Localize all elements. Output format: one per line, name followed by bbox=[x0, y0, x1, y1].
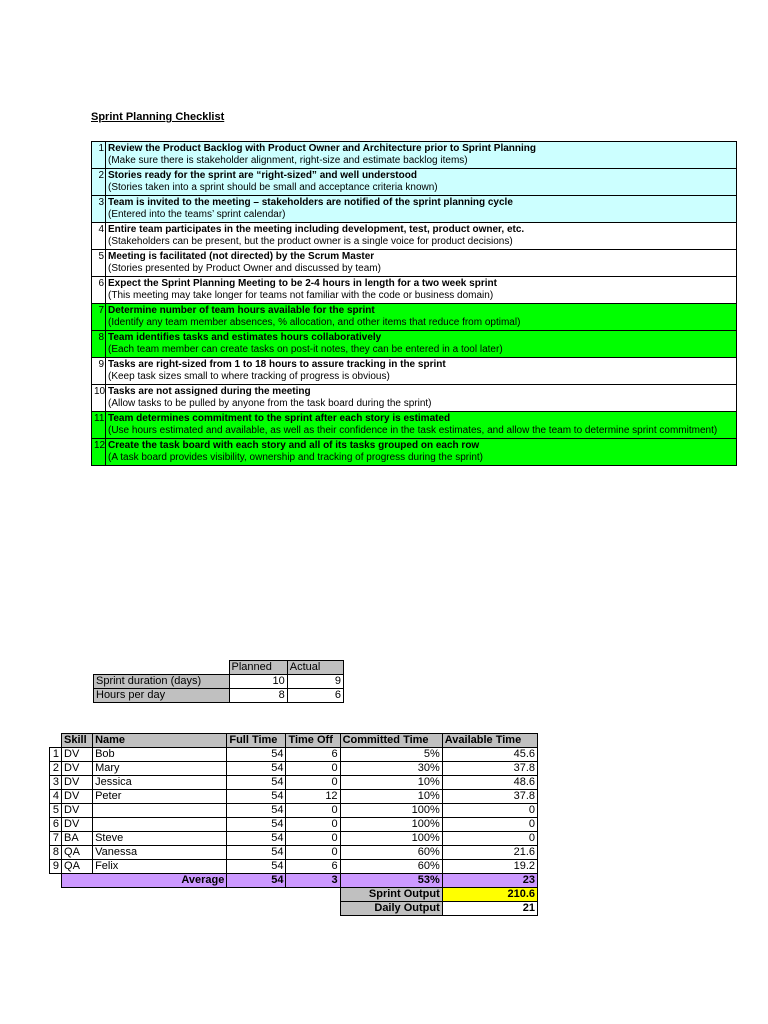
checklist-sub-text: (Stories taken into a sprint should be small and acceptance criteria known) bbox=[108, 182, 438, 193]
team-row bbox=[50, 804, 538, 818]
full-time-header: Full Time bbox=[227, 734, 286, 748]
skill-cell: QA bbox=[62, 846, 93, 860]
checklist-number: 1 bbox=[92, 142, 106, 169]
checklist-sub-text: (Stakeholders can be present, but the product owner is a single voice for product decisions) bbox=[108, 236, 513, 247]
sprint-duration-row bbox=[94, 675, 344, 689]
checklist-main-text: Review the Product Backlog with Product Owner and Architecture prior to Sprint Planning bbox=[108, 143, 537, 154]
time-off-header: Time Off bbox=[286, 734, 340, 748]
available-time-cell: 45.6 bbox=[442, 748, 537, 762]
checklist-main-text: Meeting is facilitated (not directed) by the Scrum Master bbox=[108, 251, 375, 262]
planned-header: Planned bbox=[229, 661, 287, 675]
checklist-text bbox=[106, 277, 737, 304]
checklist-main-text: Team determines commitment to the sprint after each story is estimated bbox=[108, 413, 451, 424]
checklist-main-text: Expect the Sprint Planning Meeting to be 2-4 hours in length for a two week sprint bbox=[108, 278, 497, 289]
available-time-cell: 0 bbox=[442, 818, 537, 832]
checklist-text bbox=[106, 385, 737, 412]
committed-time-header: Committed Time bbox=[340, 734, 442, 748]
daily-output-label: Daily Output bbox=[340, 902, 442, 916]
checklist-item bbox=[92, 439, 737, 466]
committed-time-cell: 60% bbox=[340, 846, 442, 860]
committed-time-cell: 30% bbox=[340, 762, 442, 776]
checklist-sub-text: (Entered into the teams’ sprint calendar) bbox=[108, 209, 286, 220]
actual-header: Actual bbox=[287, 661, 343, 675]
planned-value: 10 bbox=[229, 675, 287, 689]
average-available: 23 bbox=[442, 874, 537, 888]
checklist-item bbox=[92, 142, 737, 169]
skill-header: Skill bbox=[62, 734, 93, 748]
available-time-cell: 37.8 bbox=[442, 790, 537, 804]
sprint-output-label: Sprint Output bbox=[340, 888, 442, 902]
average-time-off: 3 bbox=[286, 874, 340, 888]
row-number: 1 bbox=[50, 748, 62, 762]
checklist-number: 6 bbox=[92, 277, 106, 304]
available-time-cell: 0 bbox=[442, 804, 537, 818]
team-row bbox=[50, 832, 538, 846]
skill-cell: DV bbox=[62, 748, 93, 762]
full-time-cell: 54 bbox=[227, 860, 286, 874]
checklist-text bbox=[106, 412, 737, 439]
checklist-number: 10 bbox=[92, 385, 106, 412]
skill-cell: BA bbox=[62, 832, 93, 846]
checklist-sub-text: (Allow tasks to be pulled by anyone from the task board during the sprint) bbox=[108, 398, 432, 409]
checklist-sub-text: (Stories presented by Product Owner and discussed by team) bbox=[108, 263, 381, 274]
checklist-text bbox=[106, 358, 737, 385]
checklist-main-text: Team identifies tasks and estimates hours collaboratively bbox=[108, 332, 382, 343]
committed-time-cell: 10% bbox=[340, 790, 442, 804]
average-committed: 53% bbox=[340, 874, 442, 888]
blank-cell bbox=[50, 874, 62, 888]
available-time-cell: 19.2 bbox=[442, 860, 537, 874]
checklist-number: 3 bbox=[92, 196, 106, 223]
full-time-cell: 54 bbox=[227, 804, 286, 818]
name-cell bbox=[93, 804, 227, 818]
checklist-number: 12 bbox=[92, 439, 106, 466]
planned-actual-header-row bbox=[94, 661, 344, 675]
checklist-main-text: Determine number of team hours available for the sprint bbox=[108, 305, 375, 316]
time-off-cell: 0 bbox=[286, 832, 340, 846]
row-number: 9 bbox=[50, 860, 62, 874]
available-time-cell: 48.6 bbox=[442, 776, 537, 790]
checklist-main-text: Tasks are not assigned during the meeting bbox=[108, 386, 311, 397]
team-row bbox=[50, 790, 538, 804]
skill-cell: QA bbox=[62, 860, 93, 874]
checklist-number: 11 bbox=[92, 412, 106, 439]
checklist-item bbox=[92, 250, 737, 277]
checklist-text bbox=[106, 223, 737, 250]
checklist-sub-text: (Each team member can create tasks on post-it notes, they can be entered in a tool later) bbox=[108, 344, 503, 355]
checklist-text bbox=[106, 142, 737, 169]
time-off-cell: 0 bbox=[286, 776, 340, 790]
time-off-cell: 0 bbox=[286, 804, 340, 818]
checklist-sub-text: (Make sure there is stakeholder alignment, right-size and estimate backlog items) bbox=[108, 155, 468, 166]
team-row bbox=[50, 776, 538, 790]
full-time-cell: 54 bbox=[227, 790, 286, 804]
full-time-cell: 54 bbox=[227, 762, 286, 776]
skill-cell: DV bbox=[62, 776, 93, 790]
name-cell: Jessica bbox=[93, 776, 227, 790]
team-row bbox=[50, 846, 538, 860]
time-off-cell: 6 bbox=[286, 860, 340, 874]
time-off-cell: 0 bbox=[286, 846, 340, 860]
name-cell: Peter bbox=[93, 790, 227, 804]
committed-time-cell: 5% bbox=[340, 748, 442, 762]
checklist-main-text: Stories ready for the sprint are “right-sized” and well understood bbox=[108, 170, 417, 181]
full-time-cell: 54 bbox=[227, 846, 286, 860]
planned-actual-table bbox=[93, 660, 344, 703]
row-number: 5 bbox=[50, 804, 62, 818]
actual-value: 6 bbox=[287, 689, 343, 703]
checklist-text bbox=[106, 304, 737, 331]
skill-cell: DV bbox=[62, 818, 93, 832]
team-row bbox=[50, 818, 538, 832]
checklist-item bbox=[92, 196, 737, 223]
name-cell: Mary bbox=[93, 762, 227, 776]
checklist-number: 5 bbox=[92, 250, 106, 277]
name-cell: Bob bbox=[93, 748, 227, 762]
checklist-sub-text: (Keep task sizes small to where tracking of progress is obvious) bbox=[108, 371, 390, 382]
team-row bbox=[50, 860, 538, 874]
committed-time-cell: 100% bbox=[340, 818, 442, 832]
committed-time-cell: 60% bbox=[340, 860, 442, 874]
name-header: Name bbox=[93, 734, 227, 748]
name-cell: Steve bbox=[93, 832, 227, 846]
checklist-number: 7 bbox=[92, 304, 106, 331]
full-time-cell: 54 bbox=[227, 748, 286, 762]
checklist-item bbox=[92, 223, 737, 250]
team-capacity-table bbox=[49, 733, 538, 916]
checklist-main-text: Tasks are right-sized from 1 to 18 hours to assure tracking in the sprint bbox=[108, 359, 446, 370]
checklist-item bbox=[92, 304, 737, 331]
team-row bbox=[50, 762, 538, 776]
time-off-cell: 6 bbox=[286, 748, 340, 762]
checklist-number: 8 bbox=[92, 331, 106, 358]
checklist-text bbox=[106, 250, 737, 277]
checklist-item bbox=[92, 331, 737, 358]
checklist-main-text: Entire team participates in the meeting including development, test, product owner, etc. bbox=[108, 224, 525, 235]
available-time-cell: 21.6 bbox=[442, 846, 537, 860]
average-label: Average bbox=[62, 874, 227, 888]
checklist-number: 2 bbox=[92, 169, 106, 196]
skill-cell: DV bbox=[62, 762, 93, 776]
name-cell bbox=[93, 818, 227, 832]
checklist-text bbox=[106, 196, 737, 223]
daily-output-row bbox=[50, 902, 538, 916]
available-time-cell: 37.8 bbox=[442, 762, 537, 776]
time-off-cell: 0 bbox=[286, 762, 340, 776]
daily-output-value: 21 bbox=[442, 902, 537, 916]
row-label: Hours per day bbox=[94, 689, 230, 703]
actual-value: 9 bbox=[287, 675, 343, 689]
blank-cell bbox=[94, 661, 230, 675]
checklist-item bbox=[92, 277, 737, 304]
checklist-sub-text: (This meeting may take longer for teams not familiar with the code or business domain) bbox=[108, 290, 494, 301]
team-header-row bbox=[50, 734, 538, 748]
page-title: Sprint Planning Checklist bbox=[91, 111, 225, 123]
average-row bbox=[50, 874, 538, 888]
blank-cell bbox=[50, 888, 341, 902]
average-full-time: 54 bbox=[227, 874, 286, 888]
row-number: 6 bbox=[50, 818, 62, 832]
checklist-text bbox=[106, 331, 737, 358]
checklist-sub-text: (Use hours estimated and available, as well as their confidence in the task estimates, and allow the team to determine sprint commitment) bbox=[108, 425, 718, 436]
row-number: 3 bbox=[50, 776, 62, 790]
committed-time-cell: 100% bbox=[340, 832, 442, 846]
available-time-cell: 0 bbox=[442, 832, 537, 846]
committed-time-cell: 10% bbox=[340, 776, 442, 790]
time-off-cell: 12 bbox=[286, 790, 340, 804]
row-number: 2 bbox=[50, 762, 62, 776]
skill-cell: DV bbox=[62, 790, 93, 804]
checklist-sub-text: (A task board provides visibility, ownership and tracking of progress during the sprint) bbox=[108, 452, 483, 463]
row-number: 8 bbox=[50, 846, 62, 860]
available-time-header: Available Time bbox=[442, 734, 537, 748]
checklist-item bbox=[92, 169, 737, 196]
name-cell: Felix bbox=[93, 860, 227, 874]
sprint-output-value: 210.6 bbox=[442, 888, 537, 902]
checklist-number: 4 bbox=[92, 223, 106, 250]
checklist-text bbox=[106, 439, 737, 466]
skill-cell: DV bbox=[62, 804, 93, 818]
checklist-item bbox=[92, 385, 737, 412]
sprint-output-row bbox=[50, 888, 538, 902]
time-off-cell: 0 bbox=[286, 818, 340, 832]
blank-cell bbox=[50, 734, 62, 748]
full-time-cell: 54 bbox=[227, 832, 286, 846]
checklist-item bbox=[92, 412, 737, 439]
team-row bbox=[50, 748, 538, 762]
full-time-cell: 54 bbox=[227, 776, 286, 790]
checklist-main-text: Create the task board with each story and all of its tasks grouped on each row bbox=[108, 440, 480, 451]
planned-value: 8 bbox=[229, 689, 287, 703]
checklist-table bbox=[91, 141, 737, 466]
checklist-item bbox=[92, 358, 737, 385]
checklist-number: 9 bbox=[92, 358, 106, 385]
hours-per-day-row bbox=[94, 689, 344, 703]
checklist-sub-text: (Identify any team member absences, % allocation, and other items that reduce from optimal) bbox=[108, 317, 521, 328]
name-cell: Vanessa bbox=[93, 846, 227, 860]
checklist-main-text: Team is invited to the meeting – stakeholders are notified of the sprint planning cycle bbox=[108, 197, 513, 208]
row-number: 7 bbox=[50, 832, 62, 846]
blank-cell bbox=[50, 902, 341, 916]
checklist-text bbox=[106, 169, 737, 196]
row-number: 4 bbox=[50, 790, 62, 804]
row-label: Sprint duration (days) bbox=[94, 675, 230, 689]
full-time-cell: 54 bbox=[227, 818, 286, 832]
committed-time-cell: 100% bbox=[340, 804, 442, 818]
